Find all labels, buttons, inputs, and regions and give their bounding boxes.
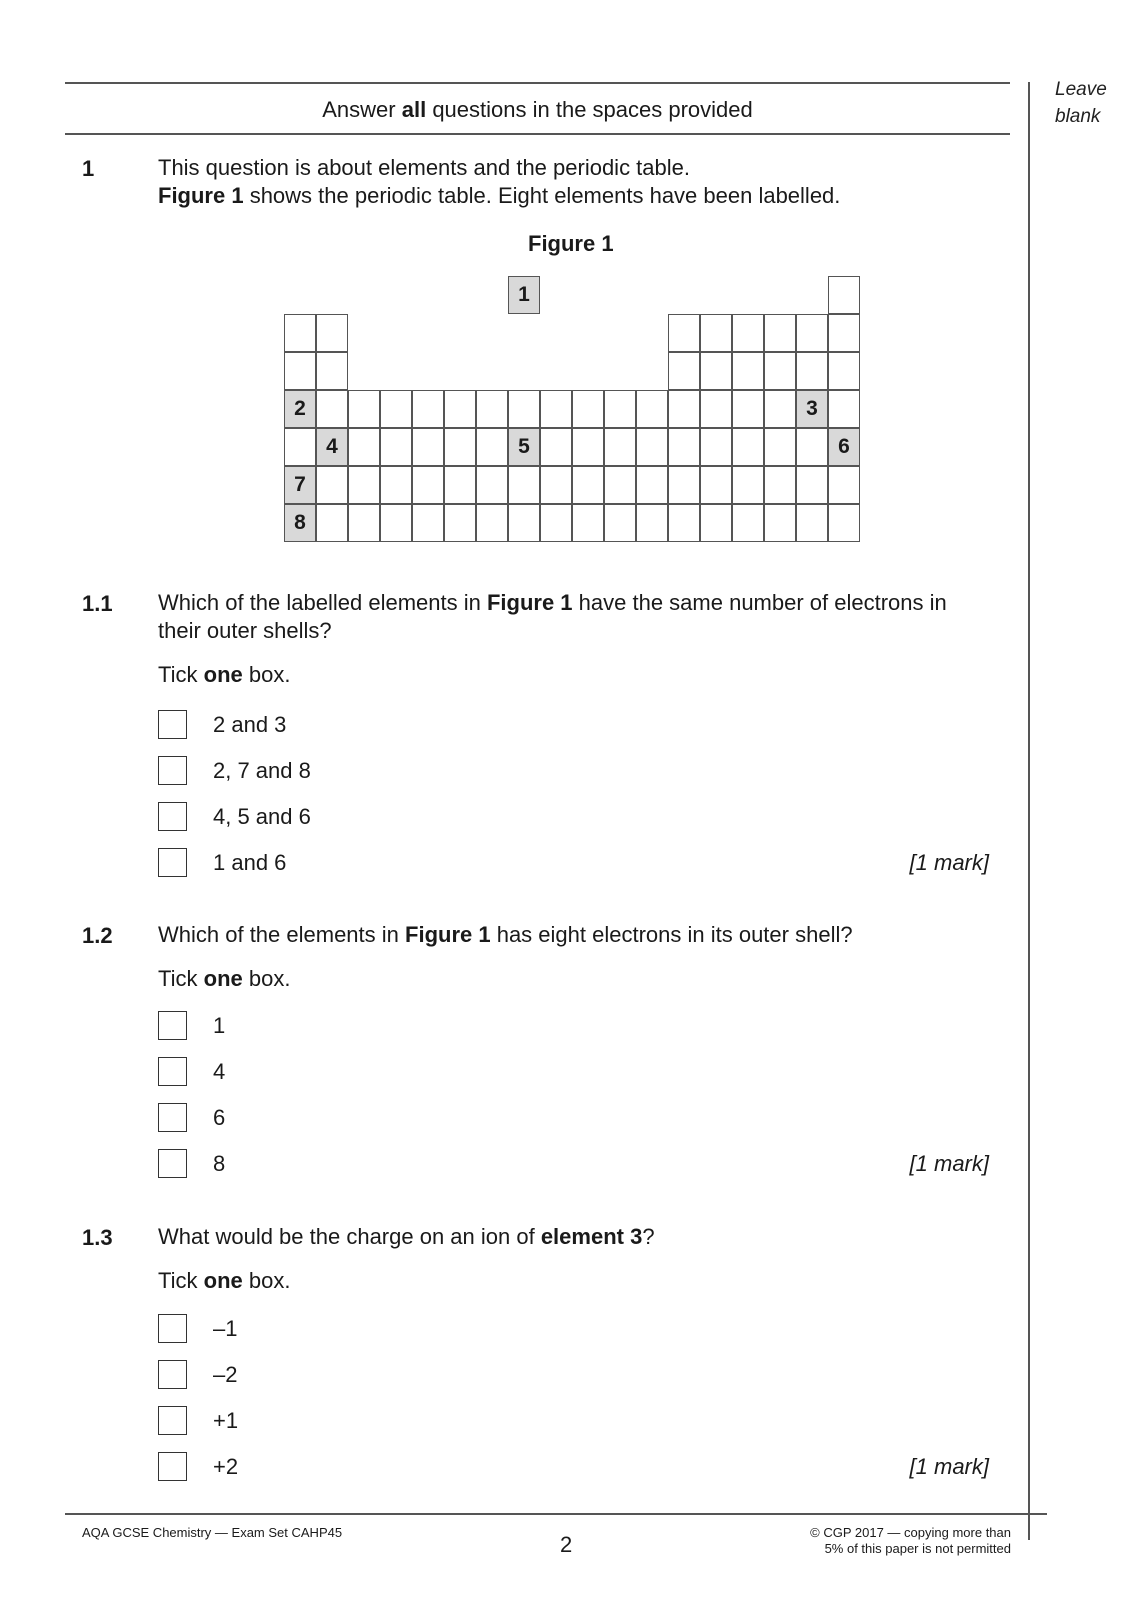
instruction-bold: all xyxy=(401,97,427,122)
table-cell xyxy=(732,390,764,428)
table-cell xyxy=(508,466,540,504)
table-cell xyxy=(668,352,700,390)
table-cell xyxy=(796,504,828,542)
checkbox-1-1-b[interactable] xyxy=(158,756,187,785)
table-cell xyxy=(732,504,764,542)
option-1-1-c: 4, 5 and 6 xyxy=(213,804,311,829)
checkbox-1-2-b[interactable] xyxy=(158,1057,187,1086)
instruction xyxy=(65,97,1010,123)
table-cell xyxy=(764,314,796,352)
option-1-2-b: 4 xyxy=(213,1059,226,1084)
tick-instruction-1-3 xyxy=(158,1268,290,1294)
leave-blank-line1: Leave xyxy=(1055,79,1107,100)
element-label-2: 2 xyxy=(284,390,316,428)
table-cell xyxy=(668,504,700,542)
tick-pre: Tick xyxy=(158,966,204,991)
table-cell xyxy=(700,428,732,466)
question-1-1-line2: their outer shells? xyxy=(158,618,332,643)
leave-blank-note xyxy=(1055,76,1107,130)
table-cell xyxy=(284,352,316,390)
table-cell xyxy=(732,314,764,352)
footer-copyright xyxy=(810,1525,1011,1557)
question-1-3-text xyxy=(158,1223,655,1251)
table-cell xyxy=(764,352,796,390)
table-cell xyxy=(668,428,700,466)
table-cell xyxy=(444,466,476,504)
table-cell xyxy=(764,390,796,428)
element-label-6: 6 xyxy=(828,428,860,466)
table-cell xyxy=(348,504,380,542)
table-cell xyxy=(412,428,444,466)
checkbox-1-3-a[interactable] xyxy=(158,1314,187,1343)
q12-bold: Figure 1 xyxy=(405,922,491,947)
table-cell xyxy=(636,466,668,504)
table-cell xyxy=(828,314,860,352)
table-cell xyxy=(444,504,476,542)
table-cell xyxy=(828,276,860,314)
table-cell xyxy=(316,504,348,542)
q13-post: ? xyxy=(642,1224,655,1249)
element-label-4: 4 xyxy=(316,428,348,466)
tick-post: box. xyxy=(242,662,291,687)
table-cell xyxy=(540,428,572,466)
table-cell xyxy=(828,504,860,542)
q12-pre: Which of the elements in xyxy=(158,922,406,947)
checkbox-1-1-d[interactable] xyxy=(158,848,187,877)
checkbox-1-2-c[interactable] xyxy=(158,1103,187,1132)
question-1-1-number: 1.1 xyxy=(82,591,113,616)
table-cell xyxy=(284,314,316,352)
tick-pre: Tick xyxy=(158,662,204,687)
table-cell xyxy=(348,390,380,428)
checkbox-1-2-a[interactable] xyxy=(158,1011,187,1040)
q13-bold: element 3 xyxy=(540,1224,643,1249)
option-1-2-a: 1 xyxy=(213,1013,226,1038)
table-cell xyxy=(380,504,412,542)
checkbox-1-2-d[interactable] xyxy=(158,1149,187,1178)
table-cell xyxy=(700,390,732,428)
question-1-number: 1 xyxy=(82,156,95,181)
question-1-line2-rest: shows the periodic table. Eight elements have been labelled. xyxy=(243,183,841,208)
table-cell xyxy=(828,352,860,390)
table-cell xyxy=(540,504,572,542)
question-1-1-line1 xyxy=(158,589,947,617)
tick-post: box. xyxy=(242,1268,291,1293)
tick-post: box. xyxy=(242,966,291,991)
table-cell xyxy=(828,390,860,428)
checkbox-1-3-d[interactable] xyxy=(158,1452,187,1481)
table-cell xyxy=(316,352,348,390)
table-cell xyxy=(348,428,380,466)
table-cell xyxy=(508,504,540,542)
table-cell xyxy=(764,466,796,504)
element-label-3: 3 xyxy=(796,390,828,428)
table-cell xyxy=(316,314,348,352)
marks-1-2: [1 mark] xyxy=(909,1151,989,1176)
table-cell xyxy=(732,466,764,504)
option-1-3-d: +2 xyxy=(213,1454,239,1479)
element-label-5: 5 xyxy=(508,428,540,466)
q11-post: have the same number of electrons in xyxy=(572,590,947,615)
figure-ref: Figure 1 xyxy=(158,183,244,208)
element-label-1: 1 xyxy=(508,276,540,314)
table-cell xyxy=(700,466,732,504)
table-cell xyxy=(764,428,796,466)
footer-exam-set: AQA GCSE Chemistry — Exam Set CAHP45 xyxy=(82,1525,343,1540)
instruction-post: questions in the spaces provided xyxy=(426,97,753,122)
table-cell xyxy=(636,504,668,542)
table-cell xyxy=(700,352,732,390)
tick-bold: one xyxy=(203,966,243,991)
question-1-2-text xyxy=(158,921,853,949)
copyright-line1: © CGP 2017 — copying more than xyxy=(810,1525,1011,1540)
table-cell xyxy=(540,466,572,504)
table-cell xyxy=(764,504,796,542)
table-cell xyxy=(284,428,316,466)
table-cell xyxy=(316,466,348,504)
question-1-1-text xyxy=(158,589,947,645)
tick-bold: one xyxy=(203,1268,243,1293)
periodic-table xyxy=(284,276,860,546)
table-cell xyxy=(604,428,636,466)
option-1-1-d: 1 and 6 xyxy=(213,850,287,875)
figure-title: Figure 1 xyxy=(528,231,614,256)
table-cell xyxy=(444,390,476,428)
table-cell xyxy=(412,390,444,428)
tick-bold: one xyxy=(203,662,243,687)
table-cell xyxy=(732,428,764,466)
instruction-rule xyxy=(65,133,1010,135)
top-rule xyxy=(65,82,1010,84)
table-cell xyxy=(572,390,604,428)
element-label-7: 7 xyxy=(284,466,316,504)
footer-rule xyxy=(65,1513,1047,1515)
element-label-8: 8 xyxy=(284,504,316,542)
table-cell xyxy=(412,504,444,542)
table-cell xyxy=(540,390,572,428)
table-cell xyxy=(572,466,604,504)
checkbox-1-3-c[interactable] xyxy=(158,1406,187,1435)
question-1-line1: This question is about elements and the periodic table. xyxy=(158,155,690,180)
table-cell xyxy=(700,314,732,352)
checkbox-1-1-a[interactable] xyxy=(158,710,187,739)
checkbox-1-3-b[interactable] xyxy=(158,1360,187,1389)
option-1-3-c: +1 xyxy=(213,1408,239,1433)
table-cell xyxy=(476,428,508,466)
table-cell xyxy=(348,466,380,504)
option-1-3-a: –1 xyxy=(213,1316,238,1341)
table-cell xyxy=(476,504,508,542)
table-cell xyxy=(668,314,700,352)
page-number: 2 xyxy=(560,1532,573,1557)
table-cell xyxy=(604,466,636,504)
option-1-3-b: –2 xyxy=(213,1362,238,1387)
table-cell xyxy=(668,390,700,428)
table-cell xyxy=(476,390,508,428)
table-cell xyxy=(732,352,764,390)
table-cell xyxy=(668,466,700,504)
question-1-text xyxy=(158,154,840,210)
table-cell xyxy=(572,428,604,466)
table-cell xyxy=(604,390,636,428)
marks-1-1: [1 mark] xyxy=(909,850,989,875)
option-1-1-a: 2 and 3 xyxy=(213,712,287,737)
checkbox-1-1-c[interactable] xyxy=(158,802,187,831)
table-cell xyxy=(380,466,412,504)
table-cell xyxy=(796,466,828,504)
tick-instruction-1-2 xyxy=(158,966,290,992)
tick-instruction-1-1 xyxy=(158,662,290,688)
q11-pre: Which of the labelled elements in xyxy=(158,590,487,615)
question-1-3-number: 1.3 xyxy=(82,1225,113,1250)
instruction-pre: Answer xyxy=(322,97,402,122)
table-cell xyxy=(796,428,828,466)
q12-post: has eight electrons in its outer shell? xyxy=(490,922,853,947)
table-cell xyxy=(700,504,732,542)
question-1-line2 xyxy=(158,182,840,210)
option-1-2-c: 6 xyxy=(213,1105,226,1130)
table-cell xyxy=(572,504,604,542)
table-cell xyxy=(316,390,348,428)
margin-divider xyxy=(1028,82,1030,1540)
table-cell xyxy=(444,428,476,466)
table-cell xyxy=(380,428,412,466)
marks-1-3: [1 mark] xyxy=(909,1454,989,1479)
leave-blank-line2: blank xyxy=(1055,106,1101,127)
q11-bold: Figure 1 xyxy=(486,590,573,615)
table-cell xyxy=(508,390,540,428)
table-cell xyxy=(796,352,828,390)
table-cell xyxy=(636,428,668,466)
copyright-line2: 5% of this paper is not permitted xyxy=(824,1541,1011,1556)
table-cell xyxy=(636,390,668,428)
table-cell xyxy=(380,390,412,428)
table-cell xyxy=(604,504,636,542)
tick-pre: Tick xyxy=(158,1268,204,1293)
table-cell xyxy=(412,466,444,504)
table-cell xyxy=(796,314,828,352)
table-cell xyxy=(828,466,860,504)
table-cell xyxy=(476,466,508,504)
option-1-1-b: 2, 7 and 8 xyxy=(213,758,311,783)
q13-pre: What would be the charge on an ion of xyxy=(158,1224,541,1249)
question-1-2-number: 1.2 xyxy=(82,923,113,948)
option-1-2-d: 8 xyxy=(213,1151,226,1176)
